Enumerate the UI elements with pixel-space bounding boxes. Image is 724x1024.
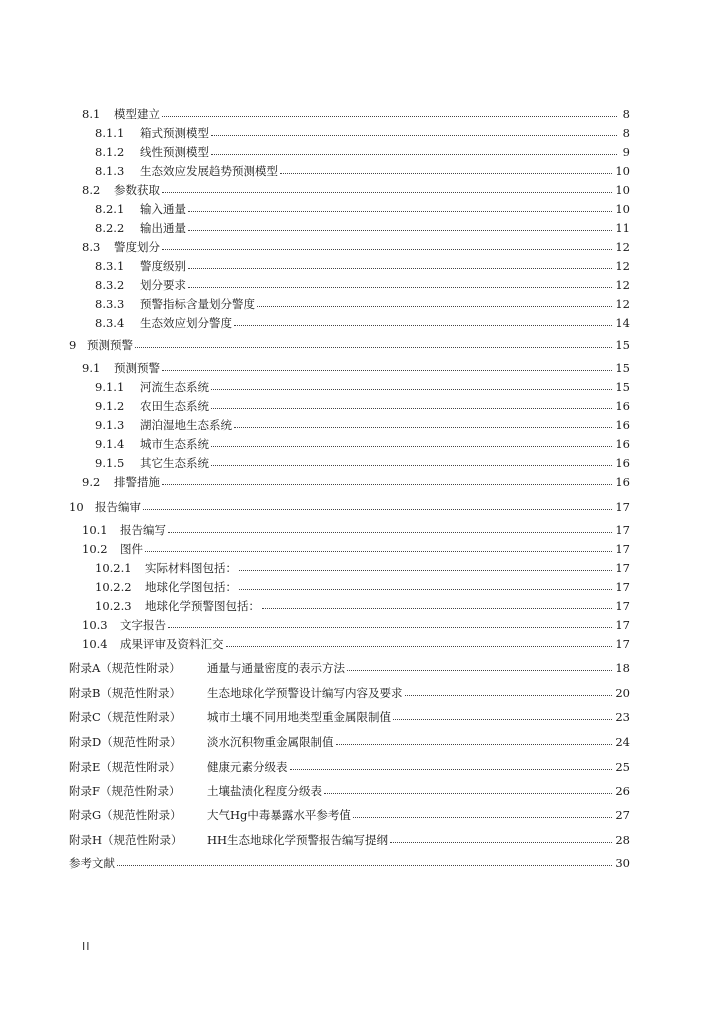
toc-number: 8.3.1 bbox=[95, 259, 125, 273]
toc-title: 河流生态系统 bbox=[140, 380, 209, 394]
toc-title: 成果评审及资料汇交 bbox=[120, 637, 224, 651]
toc-title: 大气Hg中毒暴露水平参考值 bbox=[207, 808, 351, 822]
toc-number: 8.3.2 bbox=[95, 278, 125, 292]
toc-entry-references[interactable] bbox=[69, 852, 630, 870]
dot-leader bbox=[188, 230, 612, 231]
dot-leader bbox=[188, 268, 612, 269]
toc-page: 23 bbox=[615, 710, 630, 724]
toc-page: 17 bbox=[615, 500, 630, 514]
toc-entry-8-1-3[interactable] bbox=[95, 160, 630, 178]
toc-page: 8 bbox=[622, 107, 630, 121]
toc-page: 17 bbox=[615, 618, 630, 632]
toc-entry-8-3-1[interactable] bbox=[95, 255, 630, 273]
toc-title: 文字报告 bbox=[120, 618, 166, 632]
toc-page: 10 bbox=[615, 164, 630, 178]
toc-number: 9.1 bbox=[82, 361, 101, 375]
toc-page: 16 bbox=[615, 456, 630, 470]
toc-entry-8-3[interactable] bbox=[82, 236, 630, 254]
toc-page: 26 bbox=[615, 784, 630, 798]
toc-entry-10-1[interactable] bbox=[82, 519, 630, 537]
toc-number: 9.2 bbox=[82, 475, 101, 489]
toc-page: 17 bbox=[615, 580, 630, 594]
toc-entry-appendix-g[interactable] bbox=[69, 804, 630, 822]
toc-page: 14 bbox=[615, 316, 630, 330]
toc-title: 预警指标含量划分警度 bbox=[140, 297, 255, 311]
toc-number: 9 bbox=[69, 338, 77, 352]
toc-page: 17 bbox=[615, 523, 630, 537]
toc-number: 8.1.3 bbox=[95, 164, 125, 178]
toc-number: 附录E（规范性附录） bbox=[69, 760, 181, 774]
toc-entry-appendix-e[interactable] bbox=[69, 756, 630, 774]
toc-number: 10.2.2 bbox=[95, 580, 132, 594]
dot-leader bbox=[162, 249, 612, 250]
toc-entry-appendix-f[interactable] bbox=[69, 780, 630, 798]
dot-leader bbox=[162, 192, 612, 193]
toc-page: 20 bbox=[615, 686, 630, 700]
toc-entry-8-1-2[interactable] bbox=[95, 141, 630, 159]
toc-page: 25 bbox=[615, 760, 630, 774]
dot-leader bbox=[117, 865, 612, 866]
toc-title: 淡水沉积物重金属限制值 bbox=[207, 735, 334, 749]
dot-leader bbox=[143, 509, 612, 510]
toc-number: 8.2.1 bbox=[95, 202, 125, 216]
toc-entry-9-1-5[interactable] bbox=[95, 452, 630, 470]
toc-entry-8-3-3[interactable] bbox=[95, 293, 630, 311]
toc-number: 10.2.1 bbox=[95, 561, 132, 575]
dot-leader bbox=[239, 589, 612, 590]
toc-number: 附录H（规范性附录） bbox=[69, 833, 183, 847]
toc-entry-8-2-2[interactable] bbox=[95, 217, 630, 235]
toc-number: 10.3 bbox=[82, 618, 108, 632]
dot-leader bbox=[280, 173, 612, 174]
toc-entry-10-2-1[interactable] bbox=[95, 557, 630, 575]
dot-leader bbox=[211, 446, 612, 447]
toc-entry-appendix-c[interactable] bbox=[69, 706, 630, 724]
toc-number: 附录G（规范性附录） bbox=[69, 808, 182, 822]
toc-title: 排警措施 bbox=[114, 475, 160, 489]
dot-leader bbox=[353, 817, 612, 818]
toc-title: 警度级别 bbox=[140, 259, 186, 273]
toc-entry-10-2-2[interactable] bbox=[95, 576, 630, 594]
toc-title: 土壤盐渍化程度分级表 bbox=[207, 784, 322, 798]
toc-number: 10.4 bbox=[82, 637, 108, 651]
toc-entry-appendix-d[interactable] bbox=[69, 731, 630, 749]
dot-leader bbox=[135, 347, 612, 348]
toc-title: 参考文献 bbox=[69, 856, 115, 870]
toc-title: 参数获取 bbox=[114, 183, 160, 197]
toc-number: 9.1.4 bbox=[95, 437, 125, 451]
toc-title: 生态效应划分警度 bbox=[140, 316, 232, 330]
toc-page: 16 bbox=[615, 437, 630, 451]
toc-page: 12 bbox=[615, 240, 630, 254]
toc-page: 10 bbox=[615, 202, 630, 216]
toc-page: 30 bbox=[615, 856, 630, 870]
dot-leader bbox=[239, 570, 612, 571]
toc-number: 10.2.3 bbox=[95, 599, 132, 613]
dot-leader bbox=[162, 370, 612, 371]
toc-title: 生态地球化学预警设计编写内容及要求 bbox=[207, 686, 403, 700]
toc-title: 农田生态系统 bbox=[140, 399, 209, 413]
toc-entry-10-3[interactable] bbox=[82, 614, 630, 632]
toc-number: 附录D（规范性附录） bbox=[69, 735, 182, 749]
toc-page: 15 bbox=[615, 361, 630, 375]
toc-title: 城市土壤不同用地类型重金属限制值 bbox=[207, 710, 391, 724]
toc-title: 健康元素分级表 bbox=[207, 760, 288, 774]
toc-entry-9-1-3[interactable] bbox=[95, 414, 630, 432]
toc-title: 划分要求 bbox=[140, 278, 186, 292]
dot-leader bbox=[234, 325, 612, 326]
toc-number: 8.2 bbox=[82, 183, 101, 197]
toc-entry-appendix-h[interactable] bbox=[69, 829, 630, 847]
toc-title: 线性预测模型 bbox=[140, 145, 209, 159]
toc-page: 10 bbox=[615, 183, 630, 197]
toc-page: 15 bbox=[615, 338, 630, 352]
toc-entry-8-1-1[interactable] bbox=[95, 122, 630, 140]
toc-title: 警度划分 bbox=[114, 240, 160, 254]
toc-title: 地球化学预警图包括： bbox=[145, 599, 260, 613]
dot-leader bbox=[145, 551, 612, 552]
dot-leader bbox=[290, 769, 613, 770]
dot-leader bbox=[211, 389, 612, 390]
dot-leader bbox=[262, 608, 612, 609]
toc-number: 9.1.5 bbox=[95, 456, 125, 470]
toc-page: 18 bbox=[615, 661, 630, 675]
toc-entry-8-3-4[interactable] bbox=[95, 312, 630, 330]
toc-page: 16 bbox=[615, 418, 630, 432]
toc-entry-10[interactable] bbox=[69, 496, 630, 514]
toc-entry-9[interactable] bbox=[69, 334, 630, 352]
toc-entry-9-2[interactable] bbox=[82, 471, 630, 489]
toc-title: 生态效应发展趋势预测模型 bbox=[140, 164, 278, 178]
toc-title: HH生态地球化学预警报告编写提纲 bbox=[207, 833, 389, 847]
toc-number: 8.3.3 bbox=[95, 297, 125, 311]
toc-page: 17 bbox=[615, 561, 630, 575]
toc-number: 8.1 bbox=[82, 107, 101, 121]
toc-page: 17 bbox=[615, 542, 630, 556]
toc-entry-8-3-2[interactable] bbox=[95, 274, 630, 292]
toc-page: 12 bbox=[615, 259, 630, 273]
dot-leader bbox=[347, 670, 612, 671]
toc-page: 16 bbox=[615, 475, 630, 489]
toc-number: 9.1.2 bbox=[95, 399, 125, 413]
toc-entry-8-2-1[interactable] bbox=[95, 198, 630, 216]
toc-title: 输入通量 bbox=[140, 202, 186, 216]
toc-page: 17 bbox=[615, 599, 630, 613]
toc-entry-10-4[interactable] bbox=[82, 633, 630, 651]
toc-title: 地球化学图包括： bbox=[145, 580, 237, 594]
dot-leader bbox=[405, 695, 613, 696]
dot-leader bbox=[188, 211, 612, 212]
dot-leader bbox=[393, 719, 612, 720]
toc-number: 8.3.4 bbox=[95, 316, 125, 330]
dot-leader bbox=[168, 532, 612, 533]
toc-number: 10.2 bbox=[82, 542, 108, 556]
toc-page: 27 bbox=[615, 808, 630, 822]
dot-leader bbox=[211, 465, 612, 466]
toc-title: 预测预警 bbox=[87, 338, 133, 352]
toc-page: 12 bbox=[615, 278, 630, 292]
toc-title: 输出通量 bbox=[140, 221, 186, 235]
toc-number: 附录F（规范性附录） bbox=[69, 784, 181, 798]
toc-page: 16 bbox=[615, 399, 630, 413]
toc-entry-9-1-2[interactable] bbox=[95, 395, 630, 413]
toc-entry-8-2[interactable] bbox=[82, 179, 630, 197]
toc-page: 17 bbox=[615, 637, 630, 651]
dot-leader bbox=[211, 154, 617, 155]
toc-entry-9-1[interactable] bbox=[82, 357, 630, 375]
dot-leader bbox=[188, 287, 612, 288]
toc-page: 24 bbox=[615, 735, 630, 749]
toc-number: 9.1.3 bbox=[95, 418, 125, 432]
toc-entry-9-1-4[interactable] bbox=[95, 433, 630, 451]
toc-title: 预测预警 bbox=[114, 361, 160, 375]
toc-entry-appendix-a[interactable] bbox=[69, 657, 630, 675]
toc-number: 8.1.1 bbox=[95, 126, 125, 140]
dot-leader bbox=[211, 135, 617, 136]
dot-leader bbox=[211, 408, 612, 409]
toc-page: 8 bbox=[622, 126, 630, 140]
toc-title: 城市生态系统 bbox=[140, 437, 209, 451]
dot-leader bbox=[336, 744, 613, 745]
toc-entry-8-1[interactable] bbox=[82, 103, 630, 121]
toc-page: 11 bbox=[615, 221, 630, 235]
toc-number: 10 bbox=[69, 500, 84, 514]
toc-entry-10-2[interactable] bbox=[82, 538, 630, 556]
toc-page: 9 bbox=[622, 145, 630, 159]
dot-leader bbox=[234, 427, 612, 428]
toc-title: 湖泊湿地生态系统 bbox=[140, 418, 232, 432]
toc-title: 图件 bbox=[120, 542, 143, 556]
toc-number: 8.3 bbox=[82, 240, 101, 254]
toc-number: 8.1.2 bbox=[95, 145, 125, 159]
toc-entry-appendix-b[interactable] bbox=[69, 682, 630, 700]
toc-entry-9-1-1[interactable] bbox=[95, 376, 630, 394]
dot-leader bbox=[257, 306, 612, 307]
toc-number: 附录A（规范性附录） bbox=[69, 661, 181, 675]
dot-leader bbox=[168, 627, 612, 628]
dot-leader bbox=[226, 646, 613, 647]
dot-leader bbox=[162, 484, 612, 485]
toc-number: 10.1 bbox=[82, 523, 108, 537]
toc-title: 箱式预测模型 bbox=[140, 126, 209, 140]
toc-page: 15 bbox=[615, 380, 630, 394]
toc-number: 9.1.1 bbox=[95, 380, 125, 394]
toc-title: 报告编审 bbox=[95, 500, 141, 514]
toc-number: 附录C（规范性附录） bbox=[69, 710, 182, 724]
toc-page: 12 bbox=[615, 297, 630, 311]
dot-leader bbox=[390, 842, 612, 843]
toc-title: 报告编写 bbox=[120, 523, 166, 537]
dot-leader bbox=[324, 793, 612, 794]
toc-number: 附录B（规范性附录） bbox=[69, 686, 181, 700]
toc-title: 通量与通量密度的表示方法 bbox=[207, 661, 345, 675]
toc-number: 8.2.2 bbox=[95, 221, 125, 235]
toc-entry-10-2-3[interactable] bbox=[95, 595, 630, 613]
toc-title: 其它生态系统 bbox=[140, 456, 209, 470]
page-number-footer: II bbox=[82, 940, 91, 953]
dot-leader bbox=[162, 116, 617, 117]
toc-page: 28 bbox=[615, 833, 630, 847]
toc-title: 实际材料图包括： bbox=[145, 561, 237, 575]
toc-title: 模型建立 bbox=[114, 107, 160, 121]
